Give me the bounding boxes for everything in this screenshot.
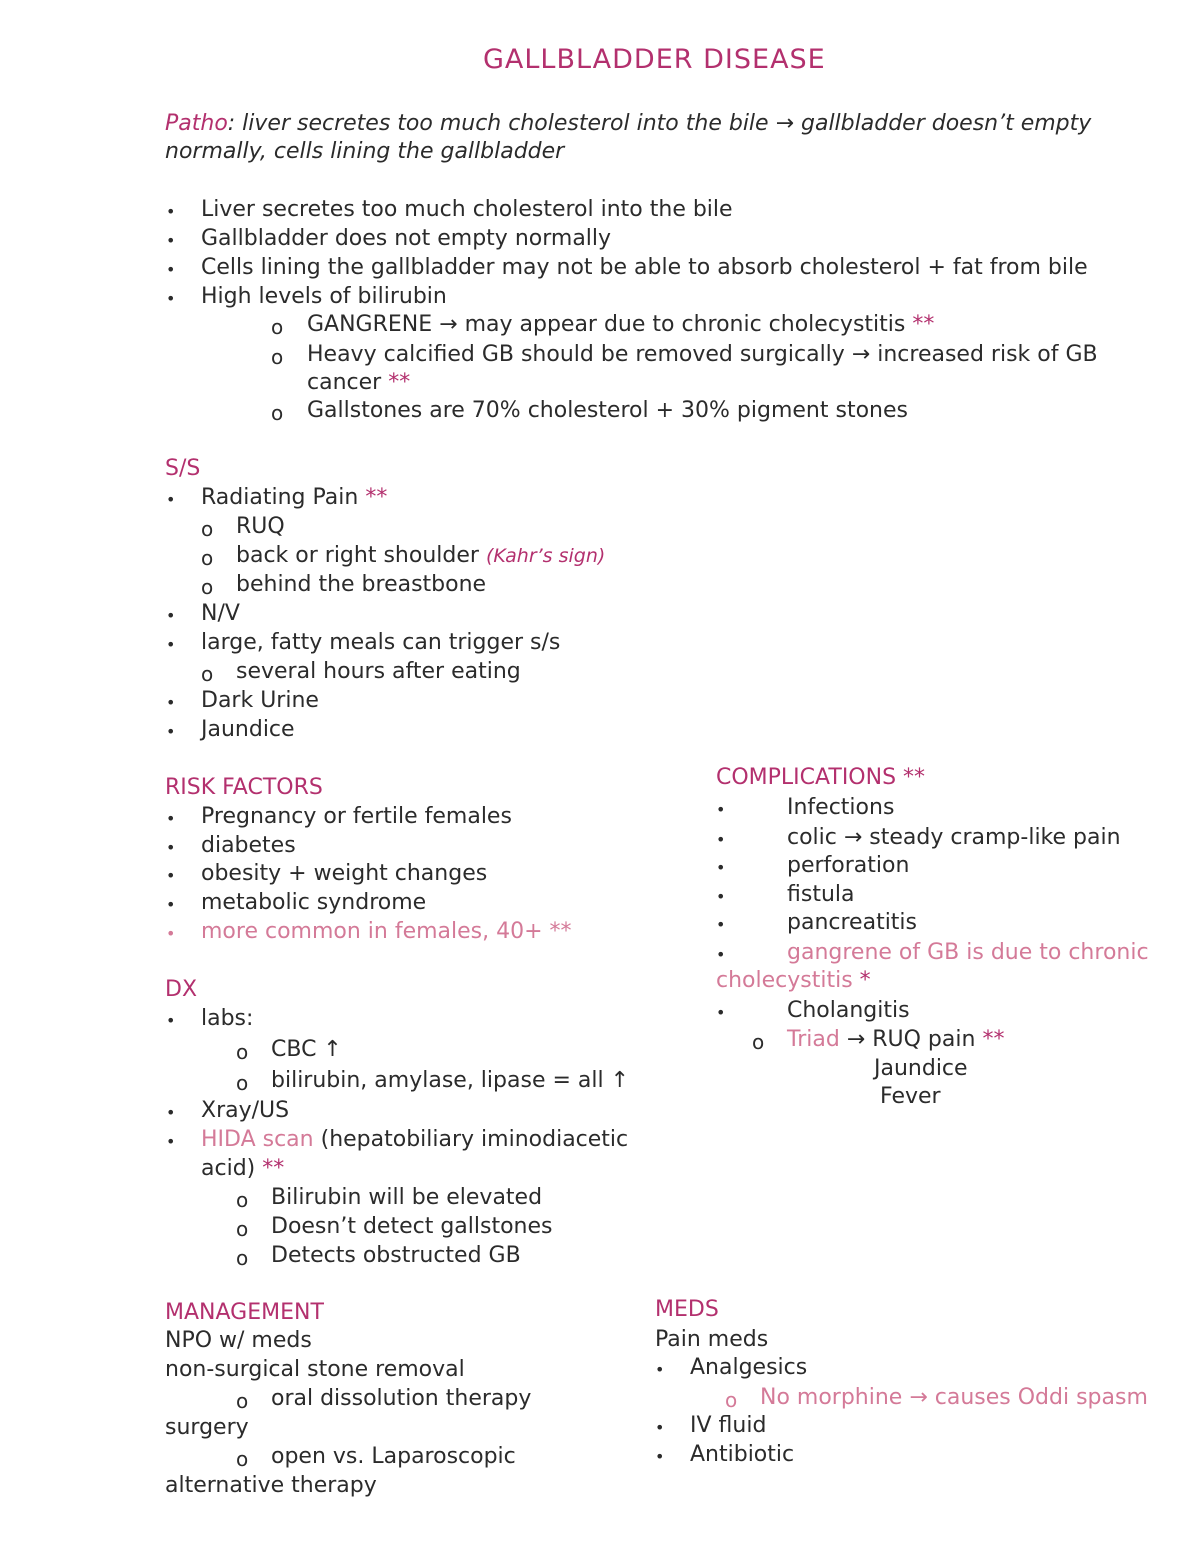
sub-bullet-icon: o — [236, 1071, 249, 1095]
ss-jaundice: Jaundice — [201, 717, 295, 742]
bullet-icon: • — [166, 490, 176, 509]
meds-morphine: No morphine → causes Oddi spasm — [760, 1385, 1148, 1410]
sub-bullet-icon: o — [201, 575, 214, 599]
bullet-icon: • — [166, 895, 176, 914]
bullet-icon: • — [166, 606, 176, 625]
bullet-icon: • — [166, 635, 176, 654]
meds-iv: IV fluid — [690, 1413, 767, 1438]
patho-label: Patho — [165, 111, 228, 136]
management-alt: alternative therapy — [165, 1473, 377, 1498]
risk-item-4: metabolic syndrome — [201, 890, 427, 915]
sub-bullet-icon: o — [201, 517, 214, 541]
management-heading: MANAGEMENT — [165, 1300, 324, 1325]
bullet-icon: • — [166, 693, 176, 712]
ss-hours: several hours after eating — [236, 659, 521, 684]
complication-gangrene-2: cholecystitis * — [716, 968, 871, 993]
sub-bullet-icon: o — [236, 1389, 249, 1413]
bullet-icon: • — [166, 1011, 176, 1030]
important-star: * — [859, 968, 871, 993]
bullet-icon: • — [166, 1132, 176, 1151]
ss-nv: N/V — [201, 601, 240, 626]
kahr-sign: (Kahr’s sign) — [485, 545, 606, 567]
patho-bullet-1: Liver secretes too much cholesterol into the bile — [201, 197, 733, 222]
dx-hida: HIDA scan (hepatobiliary iminodiacetic — [201, 1127, 629, 1152]
important-stars: ** — [982, 1027, 1005, 1052]
dx-bili: bilirubin, amylase, lipase = all ↑ — [271, 1068, 630, 1093]
important-stars: ** — [262, 1156, 285, 1181]
meds-analgesics: Analgesics — [690, 1355, 808, 1380]
dx-hida-sub-1: Bilirubin will be elevated — [271, 1185, 543, 1210]
management-npo: NPO w/ meds — [165, 1328, 312, 1353]
sub-bullet-icon: o — [201, 662, 214, 686]
sub-bullet-icon: o — [271, 401, 284, 425]
risk-highlight: more common in females, 40+ ** — [201, 919, 572, 944]
management-open: open vs. Laparoscopic — [271, 1444, 516, 1469]
sub-bullet-icon: o — [236, 1040, 249, 1064]
complication-triad-jaundice: Jaundice — [874, 1056, 968, 1081]
meds-pain: Pain meds — [655, 1327, 769, 1352]
patho-sub-calcified-1: Heavy calcified GB should be removed surgically → increased risk of GB — [307, 342, 1098, 367]
bullet-icon: • — [166, 231, 176, 250]
bullet-icon: • — [716, 915, 726, 934]
management-nonsurg: non-surgical stone removal — [165, 1357, 465, 1382]
ss-back: back or right shoulder (Kahr’s sign) — [236, 543, 606, 568]
bullet-icon: • — [166, 202, 176, 221]
triad-label: Triad — [787, 1027, 840, 1052]
sub-bullet-icon: o — [201, 546, 214, 570]
sub-bullet-icon: o — [236, 1217, 249, 1241]
dx-labs: labs: — [201, 1006, 254, 1031]
complication-gangrene-1: gangrene of GB is due to chronic — [787, 940, 1149, 965]
risk-heading: RISK FACTORS — [165, 775, 323, 800]
sub-bullet-icon: o — [271, 345, 284, 369]
page-title: GALLBLADDER DISEASE — [483, 44, 826, 75]
patho-bullet-3: Cells lining the gallbladder may not be able to absorb cholesterol + fat from bile — [201, 255, 1088, 280]
bullet-icon: • — [166, 838, 176, 857]
important-stars: ** — [912, 312, 935, 337]
important-stars: ** — [388, 370, 411, 395]
risk-item-2: diabetes — [201, 833, 296, 858]
dx-cbc: CBC ↑ — [271, 1037, 342, 1062]
bullet-icon: • — [166, 924, 176, 943]
bullet-icon: • — [716, 887, 726, 906]
complication-triad-fever: Fever — [880, 1084, 941, 1109]
meds-heading: MEDS — [655, 1297, 719, 1322]
dx-hida-sub-3: Detects obstructed GB — [271, 1243, 521, 1268]
bullet-icon: • — [166, 809, 176, 828]
ss-ruq: RUQ — [236, 514, 285, 539]
patho-text-1: : liver secretes too much cholesterol into the bile → gallbladder doesn’t empty — [227, 111, 1092, 136]
sub-bullet-icon: o — [752, 1030, 765, 1054]
bullet-icon: • — [655, 1447, 665, 1466]
dx-hida-sub-2: Doesn’t detect gallstones — [271, 1214, 553, 1239]
dx-hida-2: acid) ** — [201, 1156, 285, 1181]
bullet-icon: • — [716, 945, 726, 964]
bullet-icon: • — [166, 260, 176, 279]
management-surgery: surgery — [165, 1415, 249, 1440]
ss-urine: Dark Urine — [201, 688, 319, 713]
management-oral: oral dissolution therapy — [271, 1386, 532, 1411]
sub-bullet-icon: o — [236, 1188, 249, 1212]
dx-heading: DX — [165, 977, 198, 1002]
patho-sub-calcified-2: cancer ** — [307, 370, 411, 395]
bullet-icon: • — [716, 830, 726, 849]
sub-bullet-icon: o — [236, 1246, 249, 1270]
complication-cholangitis: Cholangitis — [787, 998, 910, 1023]
complication-item-1: Infections — [787, 795, 895, 820]
complication-item-2: colic → steady cramp-like pain — [787, 825, 1121, 850]
bullet-icon: • — [716, 800, 726, 819]
bullet-icon: • — [655, 1360, 665, 1379]
complication-item-3: perforation — [787, 853, 910, 878]
bullet-icon: • — [716, 858, 726, 877]
meds-antibiotic: Antibiotic — [690, 1442, 795, 1467]
complication-item-4: fistula — [787, 882, 855, 907]
dx-xray: Xray/US — [201, 1098, 290, 1123]
ss-fatty: large, fatty meals can trigger s/s — [201, 630, 561, 655]
important-stars: ** — [903, 765, 926, 790]
complication-item-5: pancreatitis — [787, 910, 918, 935]
patho-bullet-4: High levels of bilirubin — [201, 284, 447, 309]
patho-line-1 — [165, 110, 1091, 138]
bullet-icon: • — [166, 1103, 176, 1122]
patho-sub-gallstones: Gallstones are 70% cholesterol + 30% pigment stones — [307, 398, 908, 423]
risk-item-1: Pregnancy or fertile females — [201, 804, 512, 829]
hida-label: HIDA scan — [201, 1127, 314, 1152]
bullet-icon: • — [655, 1418, 665, 1437]
bullet-icon: • — [166, 722, 176, 741]
bullet-icon: • — [166, 866, 176, 885]
patho-bullet-2: Gallbladder does not empty normally — [201, 226, 612, 251]
sub-bullet-icon: o — [271, 315, 284, 339]
sub-bullet-icon: o — [236, 1447, 249, 1471]
complications-heading: COMPLICATIONS ** — [716, 765, 926, 790]
ss-heading: S/S — [165, 456, 201, 481]
risk-item-3: obesity + weight changes — [201, 861, 488, 886]
complication-triad: Triad → RUQ pain ** — [787, 1027, 1005, 1052]
ss-breastbone: behind the breastbone — [236, 572, 487, 597]
patho-sub-gangrene: GANGRENE → may appear due to chronic cholecystitis ** — [307, 312, 935, 337]
ss-radiating: Radiating Pain ** — [201, 485, 388, 510]
bullet-icon: • — [716, 1003, 726, 1022]
sub-bullet-icon: o — [725, 1388, 738, 1412]
important-stars: ** — [365, 485, 388, 510]
patho-line-2: normally, cells lining the gallbladder — [165, 139, 565, 164]
bullet-icon: • — [166, 289, 176, 308]
